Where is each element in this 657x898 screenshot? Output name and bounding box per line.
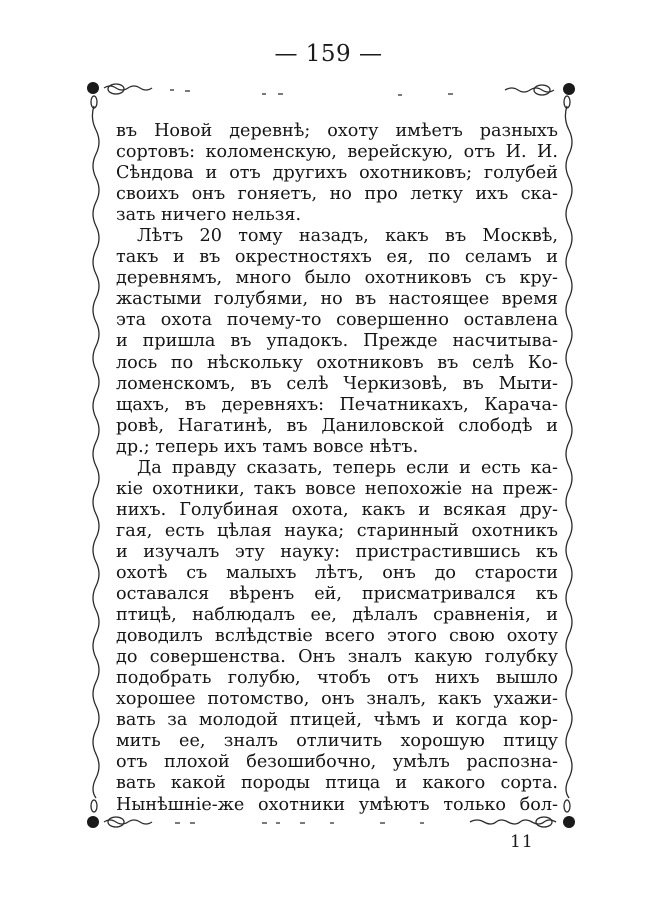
text-line: и пришла въ упадокъ. Прежде насчитыва-: [116, 331, 558, 352]
text-line: такъ и въ окрестностяхъ ея, по селамъ и: [116, 247, 558, 268]
text-line: вать какой породы птица и какого сорта.: [116, 773, 558, 794]
top-border-line: [104, 86, 554, 95]
bottom-border-line: [104, 820, 556, 824]
right-bottom-drop: [564, 800, 570, 812]
top-left-scroll: [108, 84, 124, 94]
text-line: др.; теперь ихъ тамъ вовсе нѣтъ.: [116, 436, 419, 457]
text-line: охотѣ съ малыхъ лѣтъ, онъ до старости: [116, 562, 558, 583]
right-border-line: [565, 106, 572, 798]
left-bottom-drop: [91, 800, 97, 812]
text-line: подобрать голубю, чтобъ отъ нихъ вышло: [116, 668, 558, 689]
text-line: кіе охотники, такъ вовсе непохожіе на преж-: [116, 478, 558, 499]
text-line: сортовъ: коломенскую, верейскую, отъ И. И.: [116, 142, 558, 163]
text-line: щахъ, въ деревняхъ: Печатникахъ, Карача-: [116, 394, 558, 415]
text-line: жастыми голубями, но въ настоящее время: [116, 289, 558, 310]
page-number: — 159 —: [274, 41, 383, 67]
text-line: мить ее, зналъ отличить хорошую птицу: [116, 731, 558, 752]
text-line: лось по нѣскольку охотниковъ въ селѣ Ко-: [116, 352, 558, 373]
text-line: зать ничего нельзя.: [116, 205, 302, 226]
signature-mark: 11: [510, 832, 534, 852]
text-line: гая, есть цѣлая наука; старинный охотникъ: [116, 520, 558, 541]
text-line: хорошее потомство, онъ зналъ, какъ ухажи-: [116, 689, 558, 710]
text-line: доводилъ вслѣдствіе всего этого свою охоту: [116, 626, 558, 647]
text-line: Да правду сказать, теперь если и есть ка-: [137, 457, 558, 478]
text-line: до совершенства. Онъ зналъ какую голубку: [116, 647, 558, 668]
text-line: нихъ. Голубиная охота, какъ и всякая дру-: [116, 499, 558, 520]
left-border-line: [92, 106, 99, 798]
text-line: своихъ онъ гоняетъ, но про летку ихъ ска-: [116, 184, 558, 205]
text-line: ровѣ, Нагатинѣ, въ Даниловской слободѣ и: [116, 415, 558, 436]
text-line: ломенскомъ, въ селѣ Черкизовѣ, въ Мыти-: [116, 373, 558, 394]
text-line: Нынѣшніе-же охотники умѣютъ только бол-: [116, 794, 558, 815]
text-line: вать за молодой птицей, чѣмъ и когда кор-: [116, 710, 558, 731]
text-line: Лѣтъ 20 тому назадъ, какъ въ Москвѣ,: [137, 226, 558, 247]
text-line: въ Новой деревнѣ; охоту имѣетъ разныхъ: [116, 121, 558, 141]
text-line: эта охота почему-то совершенно оставлена: [116, 310, 558, 331]
text-line: оставался вѣренъ ей, присматривался къ: [116, 584, 558, 605]
bottom-left-corner-knot: [87, 816, 99, 828]
text-line: отъ плохой безошибочно, умѣлъ распозна-: [116, 752, 558, 773]
text-line: и изучалъ эту науку: пристрастившись къ: [116, 541, 558, 562]
text-line: деревнямъ, много было охотниковъ съ кру-: [116, 268, 558, 289]
text-line: птицѣ, наблюдалъ ее, дѣлалъ сравненія, и: [116, 605, 558, 626]
body-text: [116, 121, 558, 816]
top-left-corner-knot: [87, 82, 99, 94]
bottom-right-corner-knot: [563, 816, 575, 828]
top-right-corner-knot: [563, 83, 575, 95]
text-line: Сѣндова и отъ другихъ охотниковъ; голубей: [116, 163, 558, 184]
